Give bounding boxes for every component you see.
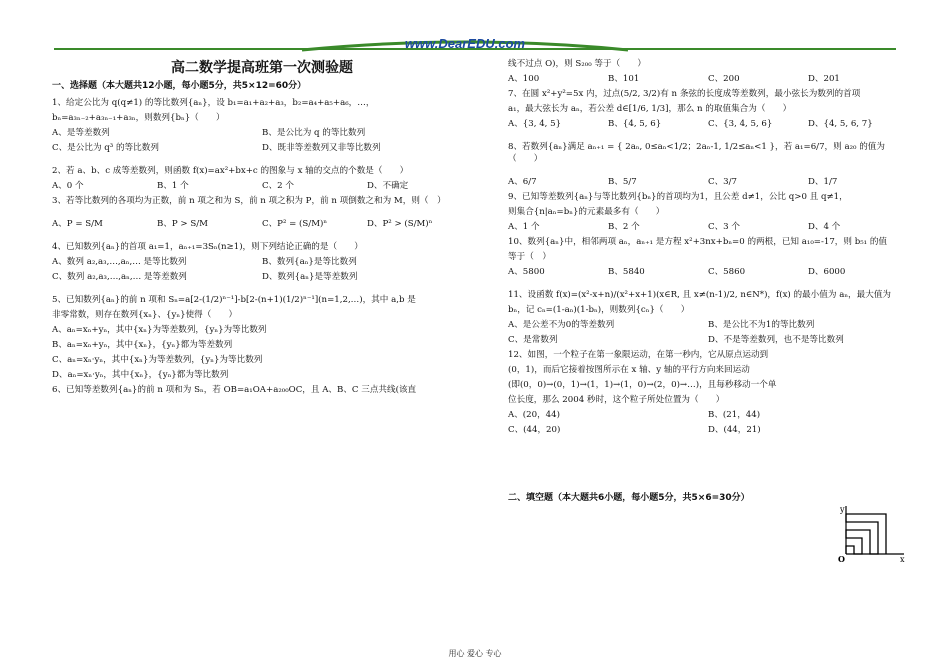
question-text: 5、已知数列{aₙ}的前 n 项和 Sₙ=a[2-(1/2)ⁿ⁻¹]-b[2-(n+1)(1/2)ⁿ⁻¹](n=1,2,…)，其中 a,b 是 [52, 295, 416, 305]
question-text: 9、已知等差数列{aₙ}与等比数列{bₙ}的首项均为1，且公差 d≠1，公比 q>0 且 q≠1， [508, 192, 848, 202]
answer-option: A、数列 a₂,a₃,…,aₙ,… 是等比数列 [52, 257, 187, 267]
option-row [52, 256, 472, 268]
answer-option: C、200 [708, 74, 740, 84]
answer-option: B、101 [608, 74, 640, 84]
option-row [508, 266, 908, 278]
question-text: (0，1)，而后它接着按图所示在 x 轴、y 轴的平行方向来回运动 [508, 365, 750, 375]
answer-option: C、{3, 4, 5, 6} [708, 119, 773, 129]
option-row [52, 271, 472, 283]
question-text: 则集合{n|aₙ=bₙ}的元素最多有（ ） [508, 207, 665, 217]
right-column [508, 58, 908, 509]
right-questions [508, 58, 908, 436]
question-text: 位长度，那么 2004 秒时，这个粒子所处位置为（ ） [508, 395, 725, 405]
option-row [52, 127, 472, 139]
answer-option: B、5/7 [608, 177, 637, 187]
section-heading-choice: 一、选择题（本大题共12小题，每小题5分，共5×12=60分） [52, 81, 307, 91]
option-row [52, 180, 472, 192]
question-text: 7、在圆 x²+y²=5x 内，过点(5/2, 3/2)有 n 条弦的长度成等差数列，最小弦长为数列的首项 [508, 89, 861, 99]
x-axis-label: x [900, 555, 905, 564]
answer-option: C、3 个 [708, 222, 740, 232]
answer-option: A、P = S/M [52, 219, 103, 229]
answer-option: C、是常数列 [508, 335, 558, 345]
particle-path-figure [838, 504, 908, 564]
answer-option: C、(44，20) [508, 425, 561, 435]
question-text: 6、已知等差数列{aₙ}的前 n 项和为 Sₙ，若 OB=a₁OA+a₂₀₀OC，且 A、B、C 三点共线(该直 [52, 385, 417, 395]
option-row [508, 118, 908, 130]
answer-option: D、P² > (S/M)ⁿ [367, 219, 433, 229]
question-text: 11、设函数 f(x)=(x²-x+n)/(x²+x+1)(x∈R, 且 x≠(n-1)/2, n∈N*)，f(x) 的最小值为 aₙ，最大值为 [508, 290, 892, 300]
answer-option: A、{3, 4, 5} [508, 119, 562, 129]
question-text: 等于（ ） [508, 252, 551, 262]
page-title: 高二数学提高班第一次测验题 [171, 60, 353, 76]
answer-option: B、{4, 5, 6} [608, 119, 662, 129]
question-text: a₁，最大弦长为 aₙ，若公差 d∈[1/6, 1/3]，那么 n 的取值集合为（ ） [508, 104, 792, 114]
answer-option: D、不是等差数列，也不是等比数列 [708, 335, 844, 345]
answer-option: B、(21，44) [708, 410, 761, 420]
option-row [508, 319, 908, 331]
answer-option: C、5860 [708, 267, 746, 277]
answer-option: A、0 个 [52, 181, 84, 191]
answer-option: C、2 个 [262, 181, 294, 191]
question-text: (即(0，0)→(0，1)→(1，1)→(1，0)→(2，0)→…)，且每秒移动一个单 [508, 380, 777, 390]
question-text: 2、若 a、b、c 成等差数列，则函数 f(x)=ax²+bx+c 的图象与 x 轴的交点的个数是（ ） [52, 166, 409, 176]
answer-option: A、aₙ=xₙ+yₙ，其中{xₙ}为等差数列，{yₙ}为等比数列 [52, 325, 267, 335]
answer-option: D、4 个 [808, 222, 841, 232]
spacer [52, 210, 472, 218]
spacer [508, 168, 908, 176]
answer-option: D、aₙ=xₙ·yₙ，其中{xₙ}，{yₙ}都为等比数列 [52, 370, 229, 380]
question-text: bₙ=a₃ₙ₋₂+a₃ₙ₋₁+a₃ₙ，则数列{bₙ}（ ） [52, 113, 225, 123]
spacer [52, 286, 472, 294]
origin-label: O [838, 554, 845, 564]
answer-option: C、是公比为 q³ 的等比数列 [52, 143, 159, 153]
answer-option: D、1/7 [808, 177, 838, 187]
option-row [508, 424, 908, 436]
answer-option: A、是等差数列 [52, 128, 110, 138]
answer-option: C、3/7 [708, 177, 737, 187]
answer-option: B、1 个 [157, 181, 189, 191]
option-row [52, 142, 472, 154]
spacer [508, 133, 908, 141]
site-name: www.DearEDU.com [404, 36, 526, 51]
answer-option: A、5800 [508, 267, 545, 277]
answer-option: B、aₙ=xₙ+yₙ，其中{xₙ}，{yₙ}都为等差数列 [52, 340, 233, 350]
answer-option: B、P > S/M [157, 219, 208, 229]
answer-option: D、201 [808, 74, 840, 84]
answer-option: A、6/7 [508, 177, 537, 187]
answer-option: B、数列{aₙ}是等比数列 [262, 257, 357, 267]
answer-option: D、不确定 [367, 181, 409, 191]
answer-option: B、2 个 [608, 222, 640, 232]
answer-option: D、{4, 5, 6, 7} [808, 119, 873, 129]
spacer [52, 233, 472, 241]
answer-option: C、P² = (S/M)ⁿ [262, 219, 328, 229]
section-heading-fill: 二、填空题（本大题共6小题，每小题5分，共5×6=30分） [508, 493, 750, 503]
answer-option: D、数列{aₙ}是等差数列 [262, 272, 358, 282]
answer-option: C、aₙ=xₙ·yₙ，其中{xₙ}为等差数列，{yₙ}为等比数列 [52, 355, 263, 365]
spacer [52, 157, 472, 165]
option-row [508, 73, 908, 85]
left-column [52, 58, 472, 399]
answer-option: B、5840 [608, 267, 645, 277]
y-axis-label: y [840, 505, 845, 514]
question-text: 3、若等比数列的各项均为正数，前 n 项之和为 S，前 n 项之积为 P，前 n 项倒数之和为 M，则（ ） [52, 196, 446, 206]
answer-option: D、既非等差数列又非等比数列 [262, 143, 381, 153]
option-row [508, 409, 908, 421]
left-questions [52, 97, 472, 396]
answer-option: A、1 个 [508, 222, 540, 232]
page-footer: 用心 爱心 专心 [448, 649, 502, 658]
question-text: 10、数列{aₙ}中，相邻两项 aₙ，aₙ₊₁ 是方程 x²+3nx+bₙ=0 的两根，已知 a₁₀=-17，则 b₅₁ 的值 [508, 237, 888, 247]
question-text: 非零常数，则存在数列{xₙ}、{yₙ}使得（ ） [52, 310, 238, 320]
answer-option: D、(44，21) [708, 425, 761, 435]
answer-option: B、是公比不为1的等比数列 [708, 320, 815, 330]
answer-option: A、是公差不为0的等差数列 [508, 320, 615, 330]
answer-option: D、6000 [808, 267, 846, 277]
question-text: 1、给定公比为 q(q≠1) 的等比数列{aₙ}，设 b₁=a₁+a₂+a₃，b₂=a₄+a₅+a₆，…， [52, 98, 375, 108]
option-row [508, 176, 908, 188]
answer-option: A、100 [508, 74, 540, 84]
question-text: 4、已知数列{aₙ}的首项 a₁=1，aₙ₊₁=3Sₙ(n≥1)，则下列结论正确的是（ ） [52, 242, 363, 252]
option-row [508, 221, 908, 233]
question-text: 12、如图，一个粒子在第一象限运动，在第一秒内，它从原点运动到 [508, 350, 769, 360]
option-row [52, 218, 472, 230]
spacer [508, 281, 908, 289]
question-text: 线不过点 O)，则 S₂₀₀ 等于（ ） [508, 59, 646, 69]
question-text: bₙ，记 cₙ=(1-aₙ)(1-bₙ)，则数列{cₙ}（ ） [508, 305, 690, 315]
question-text: 8、若数列{aₙ}满足 aₙ₊₁ = { 2aₙ, 0≤aₙ<1/2；2aₙ-1, 1/2≤aₙ<1 }，若 a₁=6/7，则 a₂₀ 的值为（ ） [508, 142, 885, 164]
answer-option: C、数列 a₂,a₃,…,aₙ,… 是等差数列 [52, 272, 187, 282]
option-row [508, 334, 908, 346]
answer-option: A、(20，44) [508, 410, 560, 420]
answer-option: B、是公比为 q 的等比数列 [262, 128, 366, 138]
site-logo [300, 32, 630, 58]
